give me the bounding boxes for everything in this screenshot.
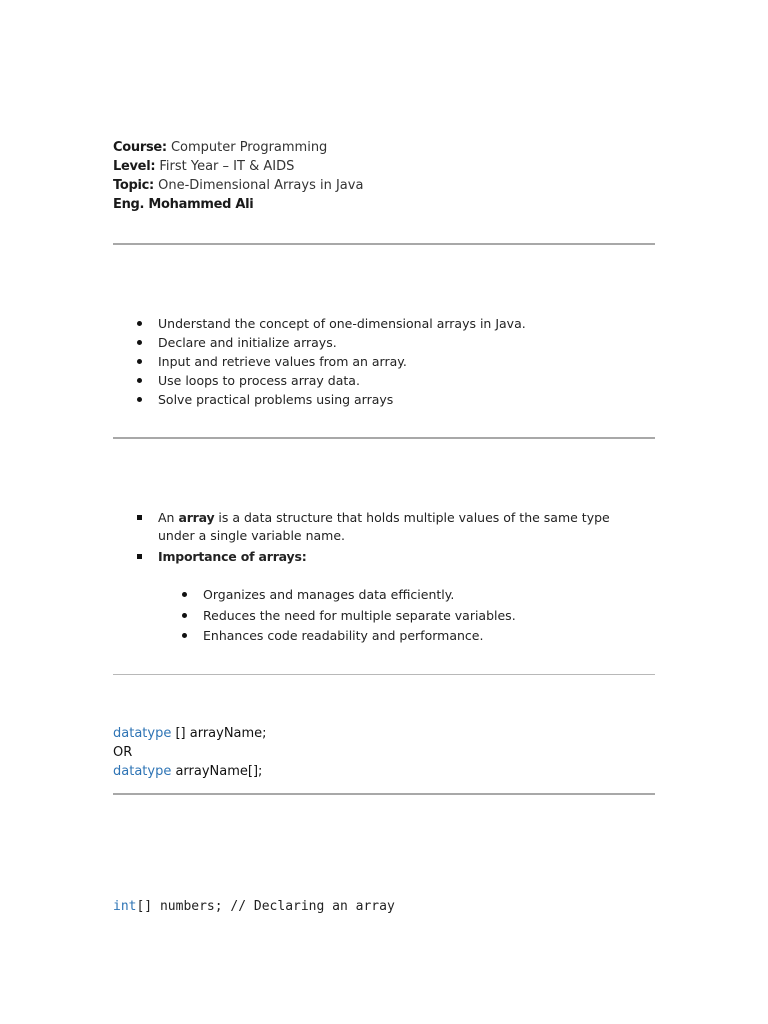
code-example: int[] numbers; // Declaring an array [113, 899, 395, 914]
square-bullet-icon [137, 515, 142, 520]
syntax-keyword: datatype [113, 764, 172, 779]
topic-value: One-Dimensional Arrays in Java [158, 178, 364, 193]
syntax-keyword: datatype [113, 726, 172, 741]
objective-item: Use loops to process array data. [113, 371, 526, 390]
level-label: Level: [113, 159, 156, 174]
divider-1 [113, 243, 655, 245]
objective-item: Solve practical problems using arrays [113, 390, 526, 409]
importance-heading-item [113, 548, 648, 566]
importance-item: Organizes and manages data efficiently. [113, 585, 516, 606]
level-line [113, 158, 294, 176]
level-value: First Year – IT & AIDS [159, 159, 295, 174]
course-line [113, 139, 327, 157]
importance-item: Reduces the need for multiple separate variables. [113, 606, 516, 627]
topic-line [113, 177, 363, 195]
divider-3 [113, 674, 655, 675]
syntax-line-1: datatype [] arrayName; [113, 726, 267, 741]
array-term: array [178, 510, 215, 525]
objective-item: Declare and initialize arrays. [113, 333, 526, 352]
importance-list [113, 585, 516, 647]
topic-label: Topic: [113, 178, 154, 193]
divider-2 [113, 437, 655, 439]
objective-item: Understand the concept of one-dimensional arrays in Java. [113, 314, 526, 333]
syntax-or: OR [113, 745, 133, 760]
author-name: Eng. Mohammed Ali [113, 197, 254, 212]
course-value: Computer Programming [170, 140, 328, 155]
objectives-list [113, 314, 526, 409]
divider-4 [113, 793, 655, 795]
square-bullet-icon [137, 554, 142, 559]
definition-text: An array is a data structure that holds multiple values of the same type under a single variable name. [158, 510, 610, 543]
code-keyword: int [113, 899, 137, 914]
objective-item: Input and retrieve values from an array. [113, 352, 526, 371]
course-label: Course: [113, 140, 167, 155]
author-line [113, 196, 253, 214]
syntax-line-2: datatype arrayName[]; [113, 764, 263, 779]
importance-item: Enhances code readability and performance. [113, 626, 516, 647]
definition-item [113, 509, 648, 545]
importance-heading: Importance of arrays: [158, 549, 307, 564]
